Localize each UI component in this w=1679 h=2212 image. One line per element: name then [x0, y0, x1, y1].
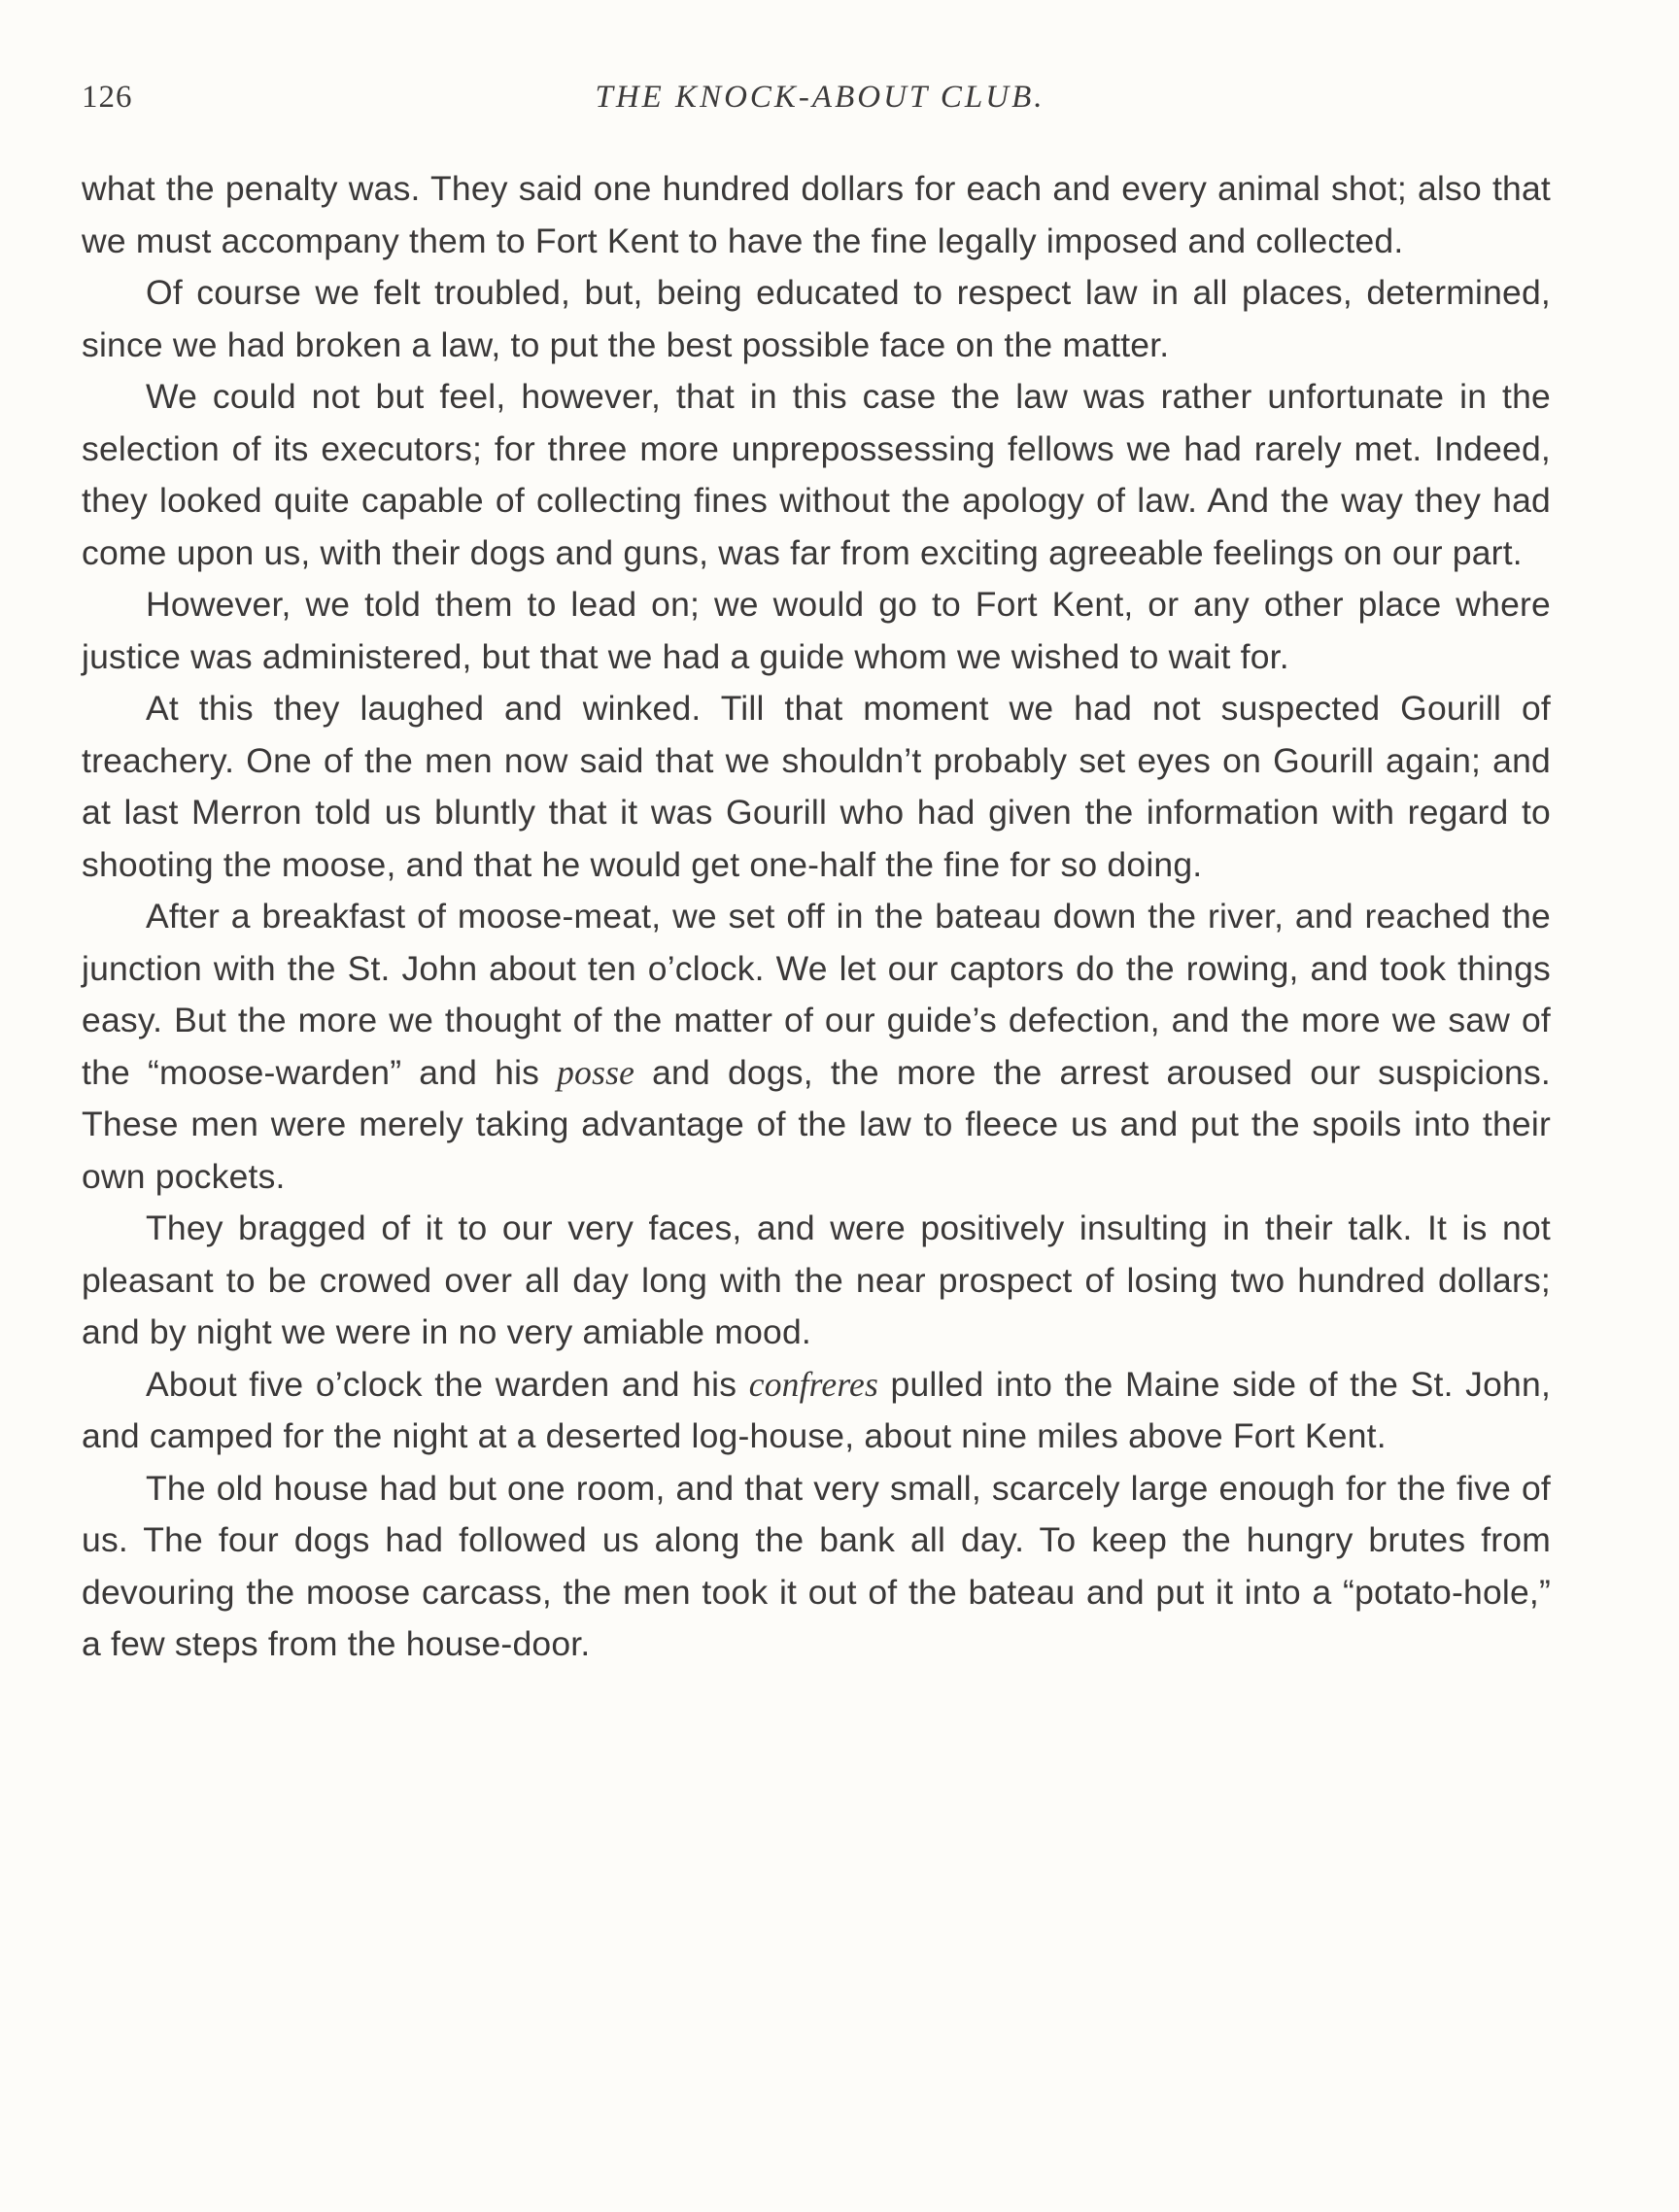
italic-posse: posse: [557, 1052, 635, 1092]
paragraph-8-text-b: pulled into the Maine side of the St. John, and camped for the night at a deserted log-house, about nine miles above Fort Kent.: [82, 1364, 1552, 1455]
paragraph-6: [82, 891, 1551, 1203]
paragraph-9-text: The old house had but one room, and that very small, scarcely large enough for the five of us. The four dogs had followed us along the bank all day. To keep the hungry brutes from devouring the moose carcass, the men took it out of the bateau and put it into a “potato-hole,” a few steps from the house-door.: [82, 1468, 1551, 1663]
paragraph-2-text: Of course we felt troubled, but, being educated to respect law in all places, determined, since we had broken a law, to put the best possible face on the matter.: [82, 273, 1551, 364]
paragraph-3-text: We could not but feel, however, that in this case the law was rather unfortunate in the selection of its executors; for three more unprepossessing fellows we had rarely met. Indeed, they looked quite capable of collecting fines without the apology of law. And the way they had come upon us, with their dogs and guns, was far from exciting agreeable feelings on our part.: [82, 377, 1551, 572]
paragraph-1: [82, 163, 1551, 267]
paragraph-8-text-a: About five o’clock the warden and his: [146, 1364, 749, 1404]
paragraph-4: [82, 579, 1551, 683]
paragraph-7: [82, 1203, 1551, 1359]
paragraph-4-text: However, we told them to lead on; we would go to Fort Kent, or any other place where justice was administered, but that we had a guide whom we wished to wait for.: [82, 585, 1551, 676]
paragraph-9: [82, 1463, 1551, 1671]
italic-confreres: confreres: [748, 1364, 878, 1404]
paragraph-5: [82, 683, 1551, 891]
body-text: [82, 163, 1551, 1671]
page-header: [82, 80, 1559, 128]
running-title: THE KNOCK-ABOUT CLUB.: [595, 80, 1045, 115]
paragraph-3: [82, 371, 1551, 579]
paragraph-5-text: At this they laughed and winked. Till that moment we had not suspected Gourill of treachery. One of the men now said that we shouldn’t probably set eyes on Gourill again; and at last Merron told us bluntly that it was Gourill who had given the information with regard to shooting the moose, and that he would get one-half the fine for so doing.: [82, 689, 1551, 884]
page-number: 126: [82, 80, 133, 115]
paragraph-2: [82, 267, 1551, 371]
paragraph-7-text: They bragged of it to our very faces, and were positively insulting in their talk. It is not pleasant to be crowed over all day long with the near prospect of losing two hundred dollars; and by night we were in no very amiable mood.: [82, 1208, 1551, 1351]
paragraph-1-text: what the penalty was. They said one hundred dollars for each and every animal shot; also that we must accompany them to Fort Kent to have the fine legally imposed and collected.: [82, 169, 1551, 260]
paragraph-8: [82, 1359, 1551, 1463]
paragraph-6-text-b: and dogs, the more the arrest aroused our suspicions. These men were merely taking advantage of the law to fleece us and put the spoils into their own pockets.: [82, 1052, 1551, 1196]
paragraph-6-text-a: After a breakfast of moose-meat, we set off in the bateau down the river, and reached the junction with the St. John about ten o’clock. We let our captors do the rowing, and took things easy. But the more we thought of the matter of our guide’s defection, and the more we saw of the “moose-warden” and his: [82, 897, 1551, 1092]
